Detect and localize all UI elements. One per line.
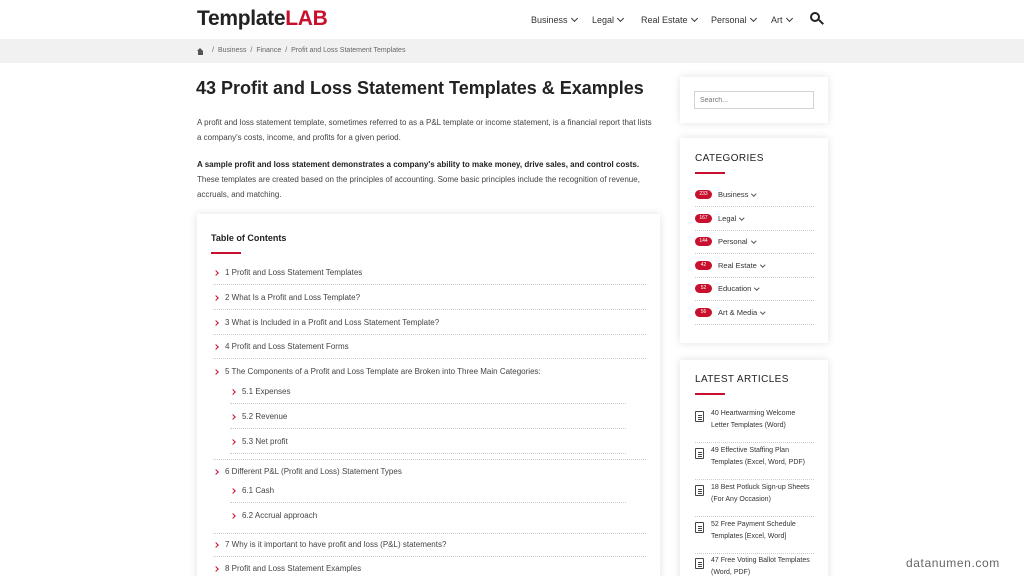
category-label: Education xyxy=(718,284,752,293)
toc-item-label: 2 What Is a Profit and Loss Template? xyxy=(225,292,361,302)
chevron-down-icon xyxy=(570,15,577,22)
article-link[interactable]: 52 Free Payment Schedule Templates [Excel, Word] xyxy=(711,521,796,540)
article-link[interactable]: 18 Best Potluck Sign-up Sheets (For Any Occasion) xyxy=(711,484,810,503)
document-icon xyxy=(695,448,704,459)
category-label: Personal xyxy=(718,237,748,246)
toc-item-label: 1 Profit and Loss Statement Templates xyxy=(225,267,363,277)
category-personal[interactable] xyxy=(695,230,814,254)
toc-item-label: 6.2 Accrual approach xyxy=(242,511,318,520)
breadcrumb-finance[interactable]: Finance xyxy=(256,47,282,54)
latest-article-item[interactable] xyxy=(695,553,814,576)
latest-article-item[interactable] xyxy=(695,480,814,517)
chevron-down-icon xyxy=(740,215,745,220)
logo-part-2: LAB xyxy=(285,7,328,30)
count-badge: 144 xyxy=(695,237,712,246)
search-input[interactable] xyxy=(694,91,814,109)
toc-item[interactable] xyxy=(213,533,646,557)
categories-underline xyxy=(695,172,725,174)
table-of-contents xyxy=(197,214,660,576)
nav-business[interactable] xyxy=(531,13,577,27)
logo-part-1: Template xyxy=(197,7,286,30)
toc-item[interactable] xyxy=(213,286,646,310)
count-badge: 42 xyxy=(695,261,712,270)
chevron-right-icon xyxy=(230,488,236,494)
latest-article-item[interactable] xyxy=(695,517,814,554)
chevron-right-icon xyxy=(213,369,219,375)
chevron-down-icon xyxy=(785,15,792,22)
latest-articles-underline xyxy=(695,393,725,395)
document-icon xyxy=(695,522,704,533)
toc-subitem[interactable] xyxy=(230,504,626,528)
toc-item-label: 5.3 Net profit xyxy=(242,436,288,446)
chevron-down-icon xyxy=(760,262,765,267)
category-business[interactable] xyxy=(695,183,814,207)
intro-paragraph: A profit and loss statement template, sometimes referred to as a P&L template or income statement, is a financial report that lists a company's costs, income, and profits for a given period. xyxy=(197,118,652,142)
toc-underline xyxy=(211,252,241,254)
toc-item-label: 8 Profit and Loss Statement Examples xyxy=(225,564,362,573)
count-badge: 233 xyxy=(695,190,712,199)
breadcrumb-bar xyxy=(0,39,1024,63)
lead-text: These templates are created based on the principles of accounting. Some basic principles include the recognition of revenue, accruals, and matching. xyxy=(197,175,640,199)
latest-article-item[interactable] xyxy=(695,443,814,480)
nav-label: Real Estate xyxy=(641,15,688,25)
category-label: Real Estate xyxy=(718,261,757,270)
article-link[interactable]: 40 Heartwarming Welcome Letter Templates (Word) xyxy=(711,410,796,429)
chevron-down-icon xyxy=(690,15,697,22)
document-icon xyxy=(695,411,704,422)
breadcrumb-current: Profit and Loss Statement Templates xyxy=(291,47,406,54)
toc-item[interactable] xyxy=(213,261,646,285)
toc-item-label: 3 What is Included in a Profit and Loss Statement Template? xyxy=(225,317,440,327)
article-link[interactable]: 47 Free Voting Ballot Templates (Word, PDF) xyxy=(711,557,810,576)
chevron-right-icon xyxy=(230,439,236,445)
breadcrumb xyxy=(197,46,405,56)
document-icon xyxy=(695,558,704,569)
toc-item-label: 6 Different P&L (Profit and Loss) Statement Types xyxy=(225,466,402,476)
latest-articles-title: LATEST ARTICLES xyxy=(695,374,789,385)
nav-label: Business xyxy=(531,15,568,25)
chevron-down-icon xyxy=(755,285,760,290)
chevron-down-icon xyxy=(752,191,757,196)
document-icon xyxy=(695,485,704,496)
latest-articles-card xyxy=(680,360,828,576)
count-badge: 56 xyxy=(695,308,712,317)
categories-card xyxy=(680,138,828,343)
toc-item-label: 5 The Components of a Profit and Loss Template are Broken into Three Main Categories: xyxy=(225,367,541,376)
lead-bold-text: A sample profit and loss statement demonstrates a company's ability to make money, drive sales, and control costs. xyxy=(197,160,640,169)
chevron-down-icon xyxy=(760,309,765,314)
nav-real-estate[interactable] xyxy=(641,13,697,27)
search-icon[interactable] xyxy=(810,12,824,26)
chevron-right-icon xyxy=(213,469,219,475)
chevron-right-icon xyxy=(213,295,219,301)
sidebar-search-card xyxy=(680,77,828,123)
toc-item-label: 7 Why is it important to have profit and loss (P&L) statements? xyxy=(225,540,447,549)
category-real-estate[interactable] xyxy=(695,254,814,278)
toc-item[interactable] xyxy=(213,557,646,576)
category-art-media[interactable] xyxy=(695,301,814,325)
category-label: Business xyxy=(718,190,749,199)
toc-subitem[interactable] xyxy=(230,405,626,429)
category-legal[interactable] xyxy=(695,207,814,231)
nav-personal[interactable] xyxy=(711,13,756,27)
chevron-right-icon xyxy=(213,542,219,548)
nav-label: Art xyxy=(771,15,783,25)
chevron-right-icon xyxy=(230,389,236,395)
latest-article-item[interactable] xyxy=(695,406,814,443)
breadcrumb-separator: / xyxy=(250,47,253,54)
chevron-right-icon xyxy=(213,344,219,350)
nav-art[interactable] xyxy=(771,13,792,27)
toc-subitem[interactable] xyxy=(230,380,626,404)
category-label: Legal xyxy=(718,214,737,223)
nav-label: Personal xyxy=(711,15,747,25)
watermark: datanumen.com xyxy=(906,556,1000,570)
chevron-down-icon xyxy=(751,238,756,243)
site-header xyxy=(0,0,1024,39)
toc-subitem[interactable] xyxy=(230,479,626,503)
nav-label: Legal xyxy=(592,15,615,25)
count-badge: 52 xyxy=(695,284,712,293)
breadcrumb-separator: / xyxy=(285,47,288,54)
toc-item-label: 4 Profit and Loss Statement Forms xyxy=(225,341,349,351)
toc-title: Table of Contents xyxy=(211,233,287,243)
site-logo[interactable] xyxy=(197,6,328,32)
toc-item-label: 6.1 Cash xyxy=(242,485,275,495)
toc-item[interactable] xyxy=(213,335,646,359)
categories-title: CATEGORIES xyxy=(695,153,764,164)
toc-item-label: 5.1 Expenses xyxy=(242,386,291,396)
chevron-right-icon xyxy=(230,513,236,519)
nav-legal[interactable] xyxy=(592,13,623,27)
toc-item-label: 5.2 Revenue xyxy=(242,411,288,421)
count-badge: 167 xyxy=(695,214,712,223)
breadcrumb-business[interactable]: Business xyxy=(217,47,247,54)
category-education[interactable] xyxy=(695,277,814,301)
chevron-right-icon xyxy=(213,566,219,572)
chevron-right-icon xyxy=(230,414,236,420)
home-icon[interactable] xyxy=(197,48,204,55)
category-label: Art & Media xyxy=(718,308,758,317)
chevron-right-icon xyxy=(213,270,219,276)
lead-paragraph xyxy=(197,157,657,202)
toc-subitem[interactable] xyxy=(230,430,626,454)
page-title: 43 Profit and Loss Statement Templates & Examples xyxy=(196,78,644,98)
toc-item[interactable] xyxy=(213,311,646,335)
article-link[interactable]: 49 Effective Staffing Plan Templates (Excel, Word, PDF) xyxy=(711,447,806,466)
breadcrumb-separator: / xyxy=(212,47,214,54)
chevron-down-icon xyxy=(749,15,756,22)
chevron-right-icon xyxy=(213,320,219,326)
chevron-down-icon xyxy=(617,15,624,22)
